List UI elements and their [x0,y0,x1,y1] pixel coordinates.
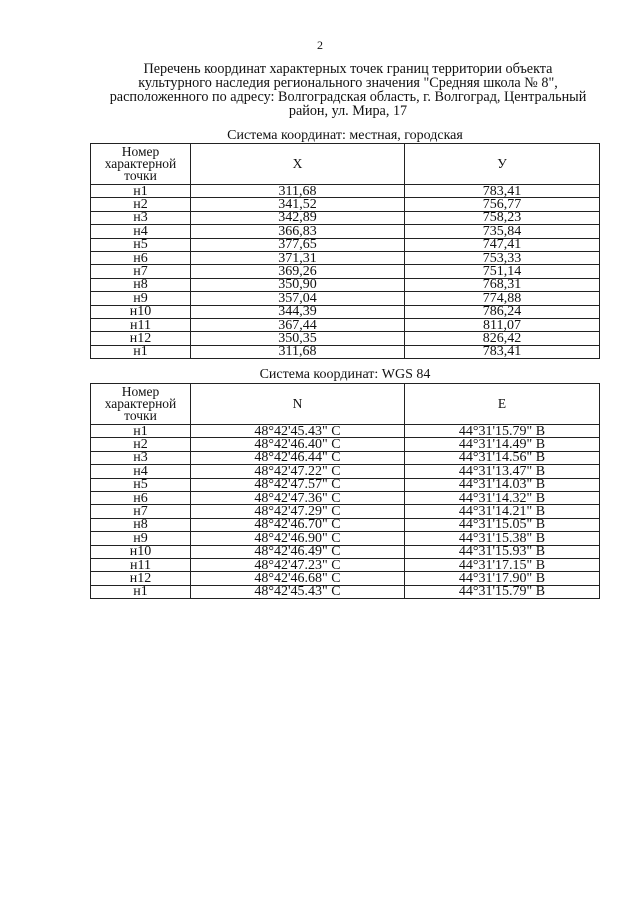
cell-point-number: н4 [91,225,191,238]
table-row [91,345,600,358]
table-row [91,238,600,251]
header-y: У [405,144,600,185]
header-n: N [191,384,405,425]
cell-coord-1: 369,26 [191,265,405,278]
table-row [91,278,600,291]
table-row [91,425,600,438]
cell-point-number: н1 [91,585,191,598]
cell-coord-2: 44°31'15.93" В [405,545,600,558]
cell-coord-2: 811,07 [405,318,600,331]
cell-coord-1: 48°42'47.36" С [191,491,405,504]
cell-point-number: н7 [91,505,191,518]
table-row [91,332,600,345]
wgs84-system-caption: Система координат: WGS 84 [259,367,431,382]
table-row [91,438,600,451]
cell-point-number: н9 [91,292,191,305]
cell-coord-2: 783,41 [405,345,600,358]
header-point-number: Номер характерной точки [91,384,191,425]
cell-coord-1: 311,68 [191,345,405,358]
cell-coord-2: 44°31'15.79" В [405,425,600,438]
local-coordinates-table [90,143,600,359]
cell-coord-2: 735,84 [405,225,600,238]
cell-coord-1: 350,90 [191,278,405,291]
cell-coord-1: 48°42'47.29" С [191,505,405,518]
cell-point-number: н9 [91,532,191,545]
cell-point-number: н2 [91,438,191,451]
cell-coord-2: 44°31'17.90" В [405,572,600,585]
cell-coord-2: 783,41 [405,185,600,198]
cell-coord-2: 44°31'14.32" В [405,491,600,504]
cell-coord-1: 48°42'46.90" С [191,532,405,545]
table-row [91,305,600,318]
cell-coord-1: 48°42'46.49" С [191,545,405,558]
cell-coord-1: 311,68 [191,185,405,198]
table-row [91,545,600,558]
cell-coord-1: 367,44 [191,318,405,331]
cell-coord-1: 48°42'45.43" С [191,425,405,438]
cell-point-number: н7 [91,265,191,278]
cell-coord-2: 44°31'15.38" В [405,532,600,545]
cell-point-number: н11 [91,318,191,331]
cell-coord-1: 48°42'46.44" С [191,451,405,464]
cell-point-number: н10 [91,545,191,558]
cell-point-number: н10 [91,305,191,318]
cell-point-number: н11 [91,558,191,571]
cell-coord-2: 774,88 [405,292,600,305]
cell-coord-1: 48°42'45.43" С [191,585,405,598]
cell-coord-1: 344,39 [191,305,405,318]
cell-coord-2: 747,41 [405,238,600,251]
cell-coord-2: 751,14 [405,265,600,278]
cell-coord-1: 371,31 [191,251,405,264]
header-x: X [191,144,405,185]
cell-point-number: н6 [91,491,191,504]
cell-coord-1: 341,52 [191,198,405,211]
cell-point-number: н1 [91,425,191,438]
cell-coord-1: 48°42'46.70" С [191,518,405,531]
cell-coord-2: 756,77 [405,198,600,211]
table-row [91,318,600,331]
cell-point-number: н4 [91,465,191,478]
table-row [91,572,600,585]
table-header-row [91,384,600,425]
cell-coord-2: 44°31'14.49" В [405,438,600,451]
cell-coord-1: 350,35 [191,332,405,345]
cell-point-number: н12 [91,332,191,345]
title-line: район, ул. Мира, 17 [288,103,408,119]
table-row [91,451,600,464]
cell-coord-1: 48°42'47.57" С [191,478,405,491]
table-row [91,185,600,198]
document-title [88,62,608,118]
cell-coord-2: 44°31'14.03" В [405,478,600,491]
table-row [91,465,600,478]
table-row [91,505,600,518]
cell-coord-1: 48°42'47.23" С [191,558,405,571]
cell-coord-2: 44°31'15.79" В [405,585,600,598]
cell-point-number: н12 [91,572,191,585]
table-row [91,251,600,264]
cell-coord-1: 342,89 [191,211,405,224]
cell-coord-1: 366,83 [191,225,405,238]
cell-coord-2: 826,42 [405,332,600,345]
cell-coord-2: 786,24 [405,305,600,318]
header-e: E [405,384,600,425]
title-line: расположенного по адресу: Волгоградская область, г. Волгоград, Центральный [109,89,587,105]
cell-coord-1: 357,04 [191,292,405,305]
cell-coord-1: 48°42'46.68" С [191,572,405,585]
cell-coord-1: 377,65 [191,238,405,251]
cell-point-number: н1 [91,185,191,198]
table-row [91,491,600,504]
cell-coord-2: 44°31'13.47" В [405,465,600,478]
table-row [91,558,600,571]
wgs84-coordinates-table [90,383,600,599]
cell-coord-2: 768,31 [405,278,600,291]
cell-point-number: н6 [91,251,191,264]
cell-coord-2: 44°31'14.56" В [405,451,600,464]
title-line: Перечень координат характерных точек границ территории объекта [143,61,553,77]
cell-coord-2: 44°31'15.05" В [405,518,600,531]
cell-point-number: н5 [91,478,191,491]
cell-coord-2: 758,23 [405,211,600,224]
table-row [91,532,600,545]
title-line: культурного наследия регионального значения "Средняя школа № 8", [138,75,558,91]
table-row [91,211,600,224]
cell-point-number: н5 [91,238,191,251]
cell-point-number: н1 [91,345,191,358]
page-number: 2 [317,38,323,52]
cell-coord-2: 44°31'14.21" В [405,505,600,518]
cell-coord-1: 48°42'46.40" С [191,438,405,451]
table-row [91,292,600,305]
cell-point-number: н3 [91,451,191,464]
cell-point-number: н3 [91,211,191,224]
cell-point-number: н2 [91,198,191,211]
table-header-row [91,144,600,185]
table-row [91,518,600,531]
cell-coord-2: 44°31'17.15" В [405,558,600,571]
cell-coord-1: 48°42'47.22" С [191,465,405,478]
cell-point-number: н8 [91,278,191,291]
table-row [91,585,600,598]
cell-point-number: н8 [91,518,191,531]
table-row [91,265,600,278]
table-row [91,198,600,211]
table-row [91,478,600,491]
header-point-number: Номер характерной точки [91,144,191,185]
local-system-caption: Система координат: местная, городская [227,128,463,143]
cell-coord-2: 753,33 [405,251,600,264]
table-row [91,225,600,238]
